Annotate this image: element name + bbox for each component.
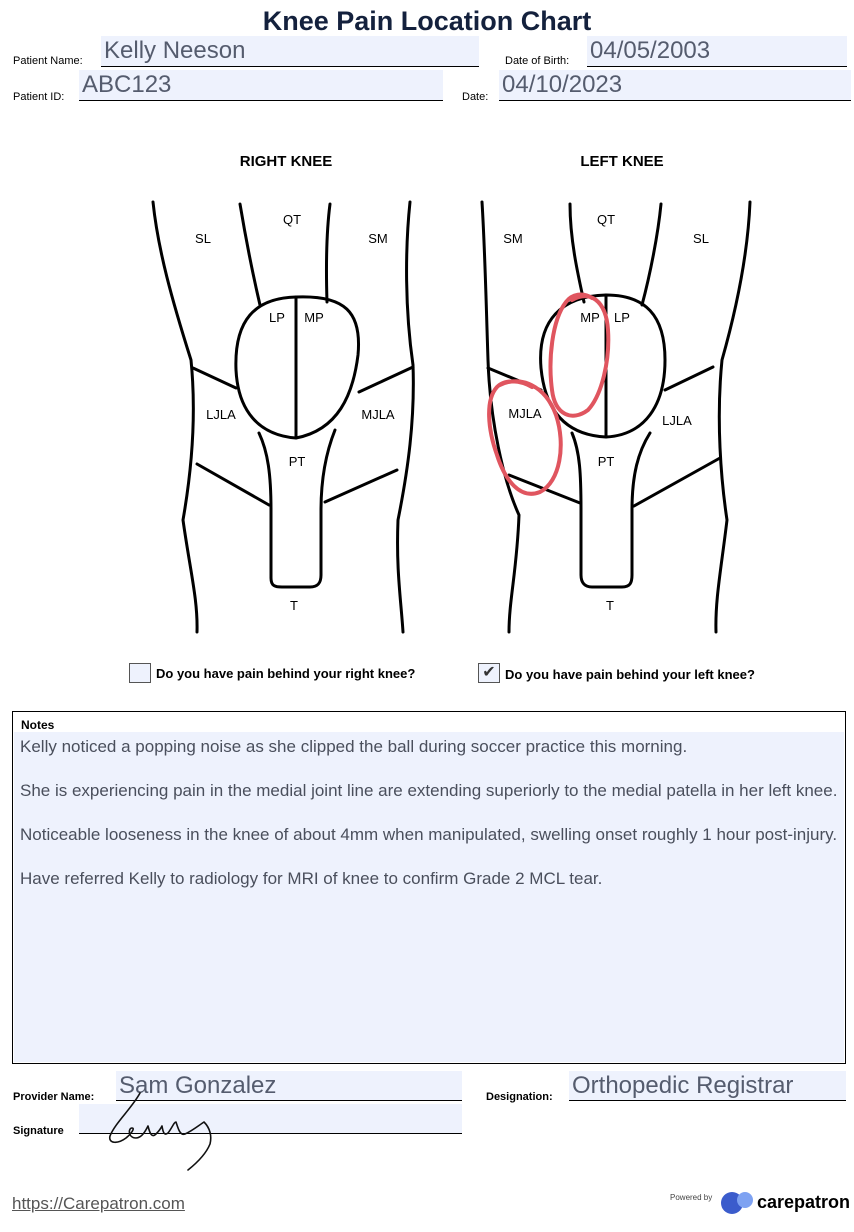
designation-label: Designation: [486, 1091, 553, 1103]
right-sm-label: SM [368, 231, 388, 246]
date-field[interactable]: 04/10/2023 [499, 70, 851, 101]
patient-name-field[interactable]: Kelly Neeson [101, 36, 479, 67]
left-mjla-label: MJLA [508, 406, 542, 421]
left-sm-label: SM [503, 231, 523, 246]
right-lp-label: LP [269, 310, 285, 325]
right-mjla-label: MJLA [361, 407, 395, 422]
right-knee-pain-checkbox[interactable] [129, 663, 151, 683]
right-ljla-label: LJLA [206, 407, 236, 422]
right-qt-label: QT [282, 212, 302, 227]
left-t-label: T [606, 598, 614, 613]
designation-field[interactable]: Orthopedic Registrar [569, 1071, 846, 1101]
notes-label: Notes [21, 718, 55, 732]
right-mp-label: MP [304, 310, 324, 325]
provider-name-label: Provider Name: [13, 1091, 95, 1103]
provider-name-field[interactable]: Sam Gonzalez [116, 1071, 462, 1101]
dob-field[interactable]: 04/05/2003 [587, 36, 847, 67]
left-mp-label: MP [580, 310, 600, 325]
right-t-label: T [290, 598, 298, 613]
right-pt-label: PT [288, 454, 306, 469]
left-lp-label: LP [614, 310, 630, 325]
signature-image [100, 1088, 230, 1176]
check-icon: ✔ [482, 664, 496, 681]
patient-id-field[interactable]: ABC123 [79, 70, 443, 101]
notes-textarea[interactable] [14, 732, 844, 1062]
left-sl-label: SL [693, 231, 709, 246]
left-knee-pain-checkbox[interactable] [478, 663, 500, 683]
right-knee-title: RIGHT KNEE [239, 153, 333, 170]
right-sl-label: SL [195, 231, 211, 246]
left-knee-title: LEFT KNEE [580, 153, 664, 170]
page-title: Knee Pain Location Chart [262, 6, 592, 36]
powered-by-text: Powered by [670, 1193, 713, 1202]
signature-label: Signature [13, 1125, 64, 1137]
patient-name-label: Patient Name: [13, 55, 83, 67]
carepatron-logo-icon [718, 1189, 758, 1217]
notes-paragraph: Kelly noticed a popping noise as she clipped the ball during soccer practice this morning. [20, 737, 688, 756]
right-knee-question: Do you have pain behind your right knee? [156, 666, 416, 681]
left-knee-question: Do you have pain behind your left knee? [505, 667, 755, 682]
knee-diagram [0, 190, 854, 640]
carepatron-link[interactable]: https://Carepatron.com [12, 1194, 185, 1213]
left-ljla-label: LJLA [662, 413, 692, 428]
left-qt-label: QT [596, 212, 616, 227]
notes-paragraph: Have referred Kelly to radiology for MRI of knee to confirm Grade 2 MCL tear. [20, 869, 603, 888]
carepatron-brand: carepatron [757, 1192, 851, 1212]
notes-paragraph: She is experiencing pain in the medial joint line are extending superiorly to the medial patella in her left knee. [20, 781, 838, 800]
notes-paragraph: Noticeable looseness in the knee of about 4mm when manipulated, swelling onset roughly 1 hour post-injury. [20, 825, 838, 844]
patient-id-label: Patient ID: [13, 91, 65, 103]
dob-label: Date of Birth: [505, 55, 570, 67]
pain-marking-medial-joint-line [489, 381, 561, 494]
date-label: Date: [462, 91, 489, 103]
left-pt-label: PT [597, 454, 615, 469]
